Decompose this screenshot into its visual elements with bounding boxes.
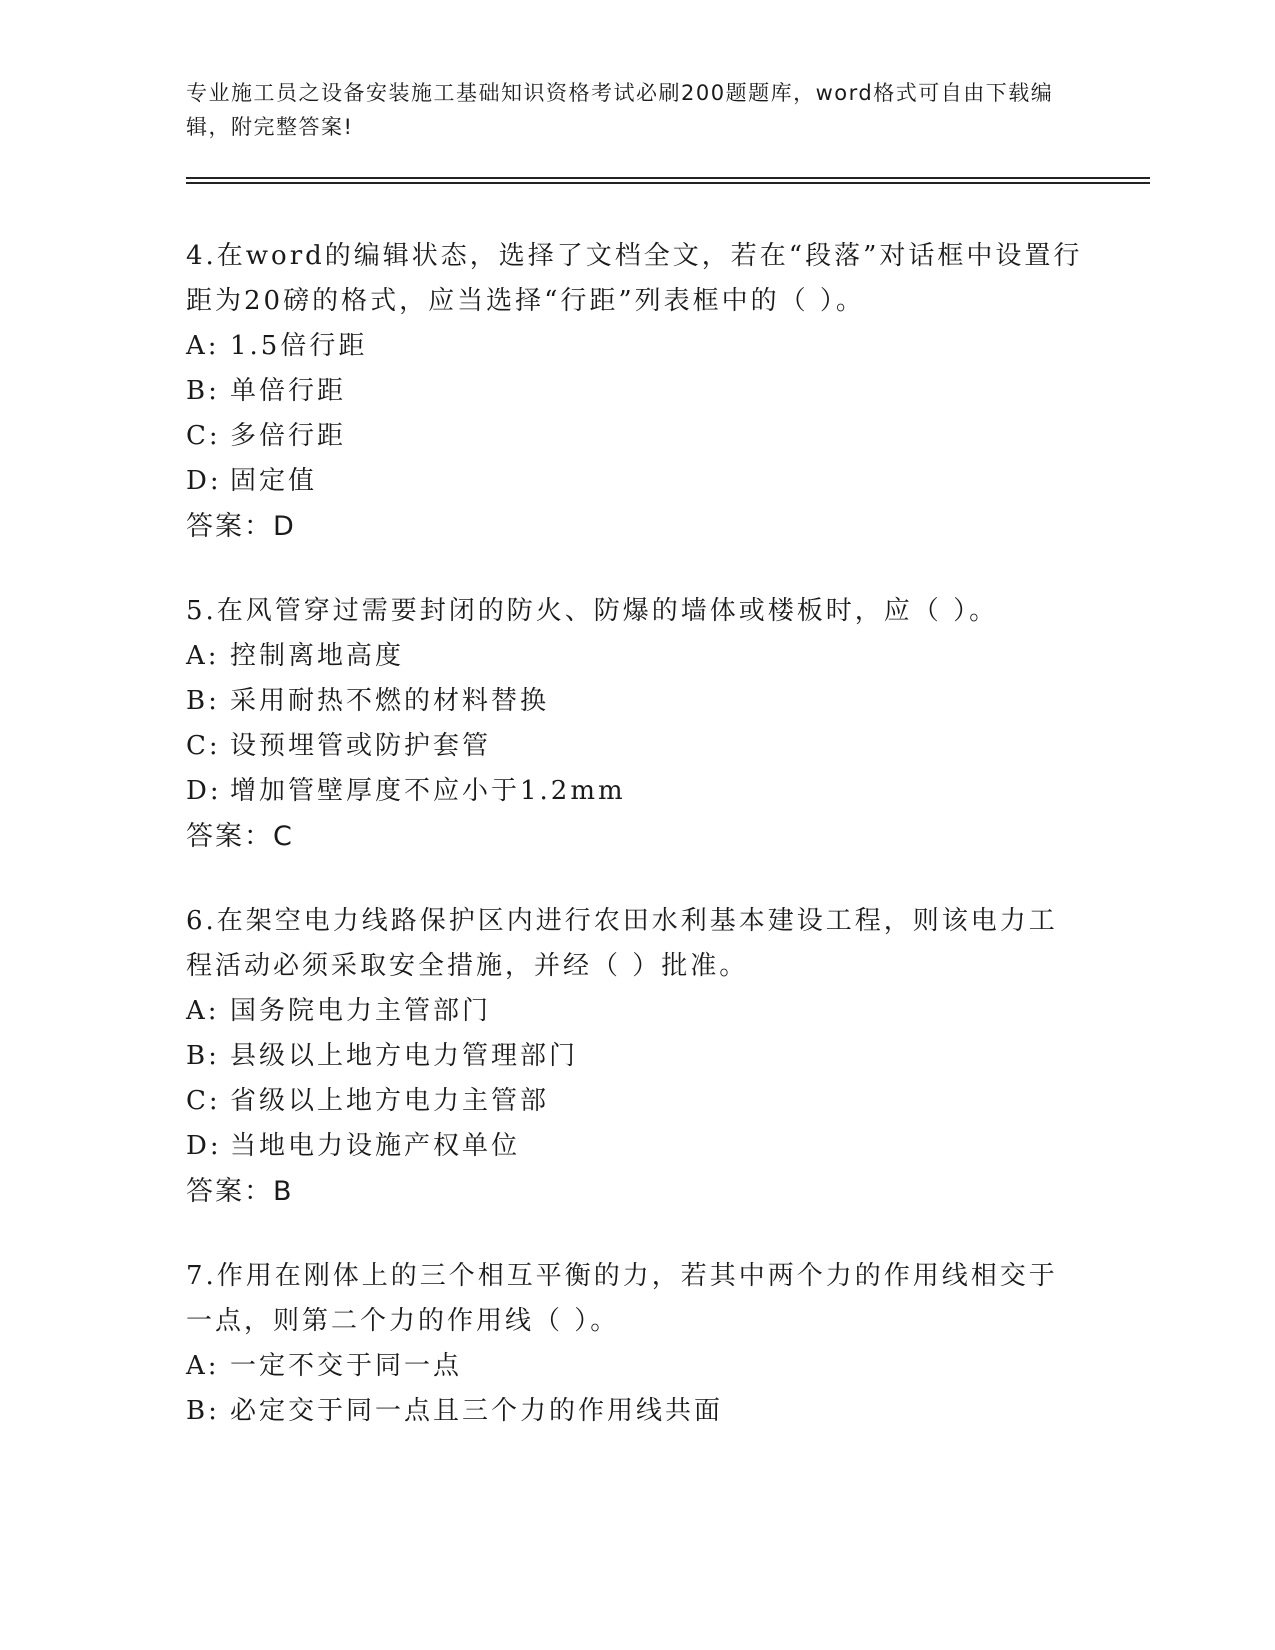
option-b (186, 369, 1086, 414)
option-letter: B: (186, 376, 220, 406)
option-letter: D: (186, 776, 222, 806)
option-a (186, 1344, 1086, 1389)
option-text: 省级以上地方电力主管部 (230, 1086, 550, 1116)
option-letter: A: (186, 331, 220, 361)
option-d (186, 459, 1086, 504)
option-c (186, 414, 1086, 459)
option-d (186, 1124, 1086, 1169)
document-header: 专业施工员之设备安装施工基础知识资格考试必刷200题题库，word格式可自由下载编辑，附完整答案! (186, 81, 1054, 139)
option-letter: C: (186, 731, 221, 761)
option-letter: B: (186, 686, 220, 716)
option-b (186, 1034, 1086, 1079)
option-a (186, 634, 1086, 679)
option-b (186, 679, 1086, 724)
question-text: 5.在风管穿过需要封闭的防火、防爆的墙体或楼板时，应（ ）。 (186, 596, 999, 626)
option-letter: B: (186, 1041, 220, 1071)
header-divider-line (186, 182, 1150, 184)
option-letter: C: (186, 421, 221, 451)
question-text: 6.在架空电力线路保护区内进行农田水利基本建设工程，则该电力工程活动必须采取安全措施，并经（ ）批准。 (186, 906, 1058, 981)
option-text: 1.5倍行距 (230, 331, 368, 361)
option-text: 单倍行距 (230, 376, 347, 406)
option-letter: C: (186, 1086, 221, 1116)
option-text: 国务院电力主管部门 (230, 996, 492, 1026)
option-text: 一定不交于同一点 (230, 1351, 463, 1381)
option-text: 增加管壁厚度不应小于1.2mm (230, 776, 626, 806)
option-c (186, 1079, 1086, 1124)
option-letter: B: (186, 1396, 220, 1426)
option-text: 控制离地高度 (230, 641, 405, 671)
question-4 (186, 234, 1086, 549)
question-7 (186, 1254, 1086, 1434)
option-text: 县级以上地方电力管理部门 (230, 1041, 579, 1071)
question-text: 4.在word的编辑状态，选择了文档全文，若在“段落”对话框中设置行距为20磅的格式，应当选择“行距”列表框中的（ ）。 (186, 241, 1083, 316)
option-d (186, 769, 1086, 814)
question-text: 7.作用在刚体上的三个相互平衡的力，若其中两个力的作用线相交于一点，则第二个力的作用线（ ）。 (186, 1261, 1058, 1336)
option-letter: D: (186, 466, 222, 496)
option-text: 多倍行距 (230, 421, 347, 451)
option-text: 当地电力设施产权单位 (230, 1131, 521, 1161)
option-text: 采用耐热不燃的材料替换 (230, 686, 550, 716)
option-a (186, 989, 1086, 1034)
option-a (186, 324, 1086, 369)
answer-line: 答案：B (186, 1176, 294, 1207)
answer-line: 答案：D (186, 511, 296, 542)
option-letter: A: (186, 1351, 220, 1381)
option-letter: A: (186, 641, 220, 671)
option-letter: D: (186, 1131, 222, 1161)
header-divider-line (186, 177, 1150, 179)
question-6 (186, 899, 1086, 1214)
option-b (186, 1389, 1086, 1434)
option-text: 固定值 (230, 466, 318, 496)
option-c (186, 724, 1086, 769)
question-list (186, 234, 1086, 1474)
option-text: 必定交于同一点且三个力的作用线共面 (230, 1396, 724, 1426)
option-text: 设预埋管或防护套管 (230, 731, 492, 761)
option-letter: A: (186, 996, 220, 1026)
answer-line: 答案：C (186, 821, 294, 852)
question-5 (186, 589, 1086, 859)
